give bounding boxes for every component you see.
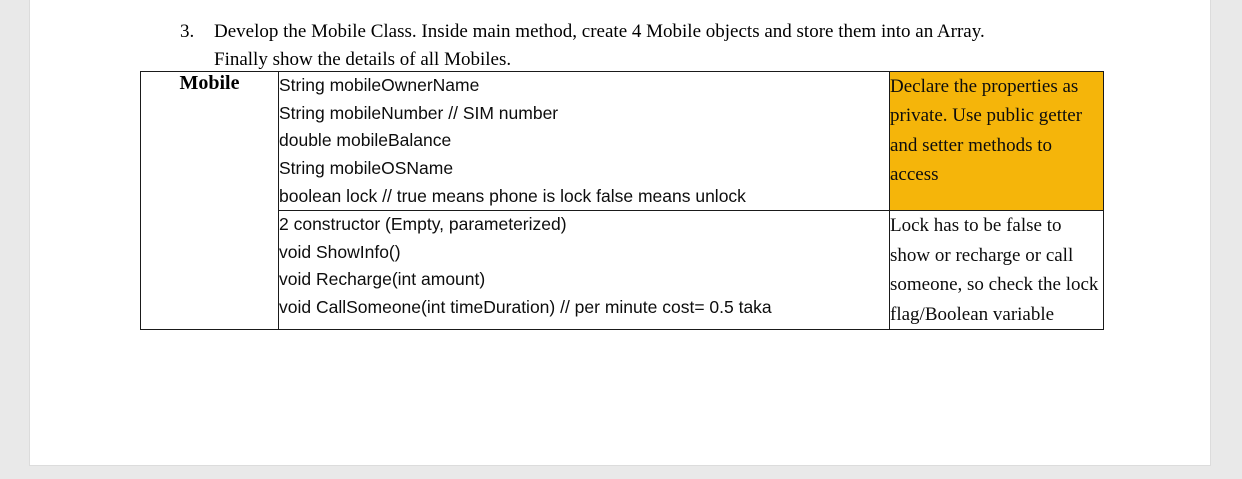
table-row-methods <box>141 211 1104 330</box>
methods-note-cell <box>890 211 1104 330</box>
question-text: Develop the Mobile Class. Inside main method, create 4 Mobile objects and store them into an Array. Finally show the details of all Mobiles. <box>214 21 985 70</box>
properties-note-cell <box>890 72 1104 211</box>
property-line: String mobileNumber // SIM number <box>279 102 559 123</box>
question-number: 3. <box>180 21 195 42</box>
method-line: 2 constructor (Empty, parameterized) <box>279 214 567 235</box>
properties-cell <box>279 72 890 211</box>
mobile-class-table <box>140 71 1104 330</box>
property-line: String mobileOwnerName <box>279 75 480 95</box>
method-line: void CallSomeone(int timeDuration) // per minute cost= 0.5 taka <box>279 297 772 318</box>
properties-note-text: Declare the properties as private. Use public getter and setter methods to access <box>890 76 1083 186</box>
method-line: void ShowInfo() <box>279 241 401 262</box>
property-line: double mobileBalance <box>279 130 452 151</box>
methods-note-text: Lock has to be false to show or recharge or call someone, so check the lock flag/Boolean variable <box>890 215 1099 325</box>
method-line: void Recharge(int amount) <box>279 269 486 290</box>
question-block <box>180 18 1035 73</box>
property-line: String mobileOSName <box>279 157 454 178</box>
class-name-cell: Mobile <box>141 72 279 330</box>
property-line: boolean lock // true means phone is lock false means unlock <box>279 185 746 206</box>
document-page <box>30 0 1210 465</box>
methods-cell <box>279 211 890 330</box>
table-row-properties <box>141 72 1104 211</box>
